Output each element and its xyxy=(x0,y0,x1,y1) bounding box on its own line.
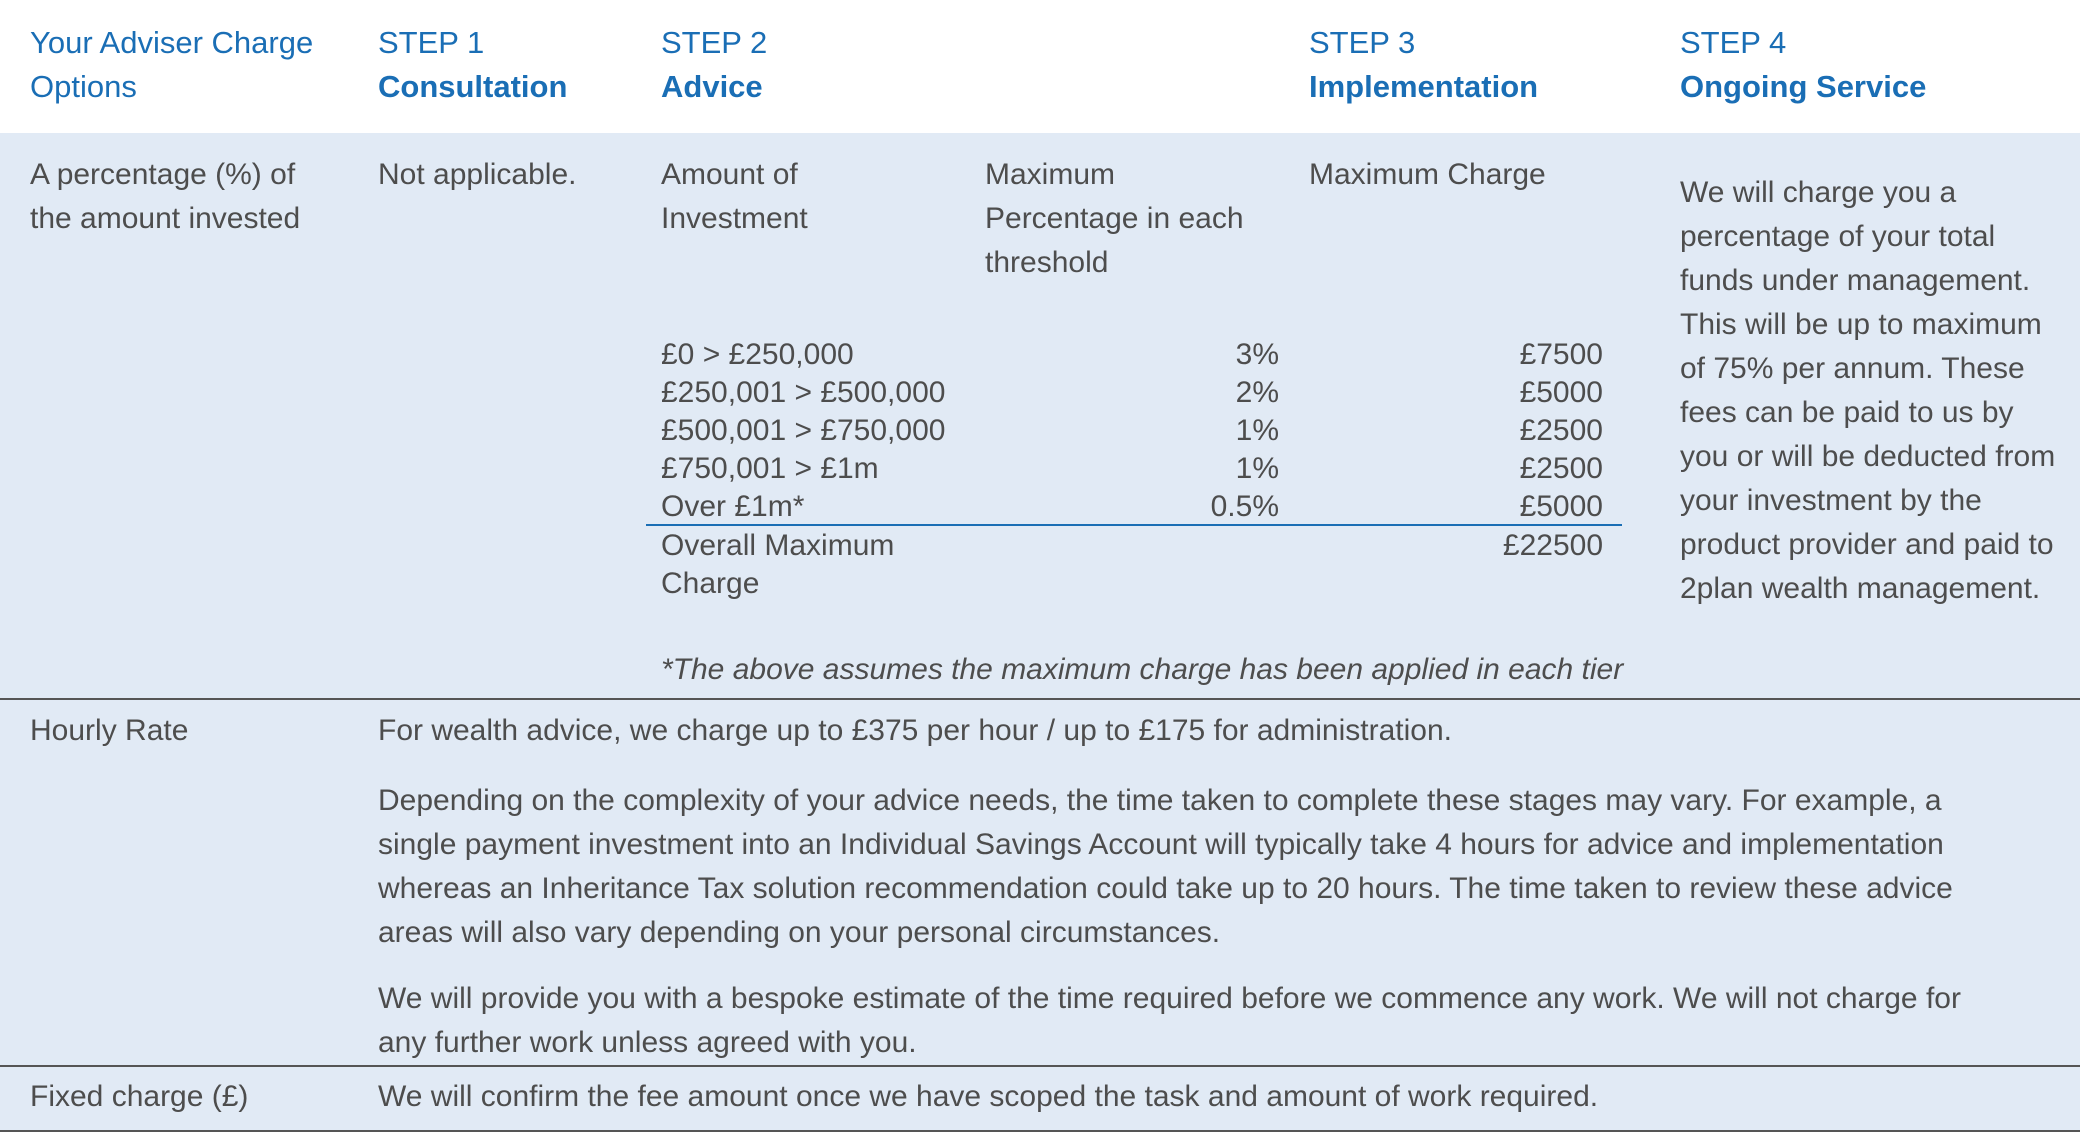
hourly-rate-paragraph-2: Depending on the complexity of your advice needs, the time taken to complete these stages may vary. For example, a single payment investment into an Individual Savings Account will typically take 4 hours for advice and implementation whereas an Inheritance Tax solution recommendation could take up to 20 hours. The time taken to review these advice areas will also vary depending on your personal circumstances. xyxy=(378,784,1953,949)
fixed-charge-text: We will confirm the fee amount once we have scoped the task and amount of work required. xyxy=(378,1080,1599,1113)
tier-percentage: 3% xyxy=(1235,338,1279,371)
tier-amount: £250,001 > £500,000 xyxy=(661,376,946,409)
table-bottom-border xyxy=(0,1130,2080,1132)
header-step4-number: STEP 4 xyxy=(1680,25,1787,60)
tier-amount: Over £1m* xyxy=(661,490,805,523)
header-step4 xyxy=(1680,21,2060,109)
tier-percentage: 1% xyxy=(1235,414,1279,447)
header-step2 xyxy=(661,21,1061,109)
tier-charge: £2500 xyxy=(1519,414,1603,447)
fixed-charge-row xyxy=(0,1067,2080,1130)
tier-charge: £5000 xyxy=(1519,376,1603,409)
tier-row xyxy=(661,488,1621,526)
table-header xyxy=(0,0,2080,133)
tier-amount: £750,001 > £1m xyxy=(661,452,879,485)
tier-row xyxy=(661,336,1621,374)
fixed-charge-label: Fixed charge (£) xyxy=(30,1080,249,1113)
tier-charge: £5000 xyxy=(1519,490,1603,523)
header-step1-name: Consultation xyxy=(378,69,568,104)
header-step2-name: Advice xyxy=(661,69,763,104)
tier-row xyxy=(661,450,1621,488)
tier-charge: £2500 xyxy=(1519,452,1603,485)
tier-charge: £7500 xyxy=(1519,338,1603,371)
tier-table xyxy=(661,336,1621,526)
ongoing-service-text: We will charge you a percentage of your total funds under management. This will be up to maximum of 75% per annum. These fees can be paid to us by you or will be deducted from your investment by the product provider and paid to 2plan wealth management. xyxy=(1680,176,2056,605)
header-step2-number: STEP 2 xyxy=(661,25,768,60)
header-step3-number: STEP 3 xyxy=(1309,25,1416,60)
overall-maximum-value: £22500 xyxy=(1502,529,1603,562)
tier-row xyxy=(661,412,1621,450)
header-step4-name: Ongoing Service xyxy=(1680,69,1927,104)
header-charge-options: Your Adviser Charge Options xyxy=(30,25,314,104)
header-step3 xyxy=(1309,21,1649,109)
header-step3-name: Implementation xyxy=(1309,69,1539,104)
max-charge-header: Maximum Charge xyxy=(1309,158,1546,191)
hourly-rate-paragraph-3: We will provide you with a bespoke estimate of the time required before we commence any work. We will not charge for any further work unless agreed with you. xyxy=(378,982,1961,1059)
tier-percentage: 2% xyxy=(1235,376,1279,409)
header-step1-number: STEP 1 xyxy=(378,25,485,60)
amount-header: Amount of Investment xyxy=(661,158,808,235)
hourly-rate-row xyxy=(0,700,2080,1065)
tier-footnote: *The above assumes the maximum charge has been applied in each tier xyxy=(661,653,1624,686)
max-percentage-header: Maximum Percentage in each threshold xyxy=(985,158,1244,279)
tier-amount: £0 > £250,000 xyxy=(661,338,854,371)
percentage-row xyxy=(0,133,2080,699)
percentage-row-label: A percentage (%) of the amount invested xyxy=(30,158,301,235)
tier-row xyxy=(661,374,1621,412)
overall-maximum-label: Overall Maximum Charge xyxy=(661,529,895,600)
tier-percentage: 1% xyxy=(1235,452,1279,485)
hourly-rate-paragraph-1: For wealth advice, we charge up to £375 per hour / up to £175 for administration. xyxy=(378,714,1452,747)
header-step1 xyxy=(378,21,658,109)
tier-amount: £500,001 > £750,000 xyxy=(661,414,946,447)
tier-total-divider xyxy=(646,524,1622,526)
hourly-rate-label: Hourly Rate xyxy=(30,714,189,747)
tier-percentage: 0.5% xyxy=(1210,490,1279,523)
step1-not-applicable: Not applicable. xyxy=(378,158,577,191)
